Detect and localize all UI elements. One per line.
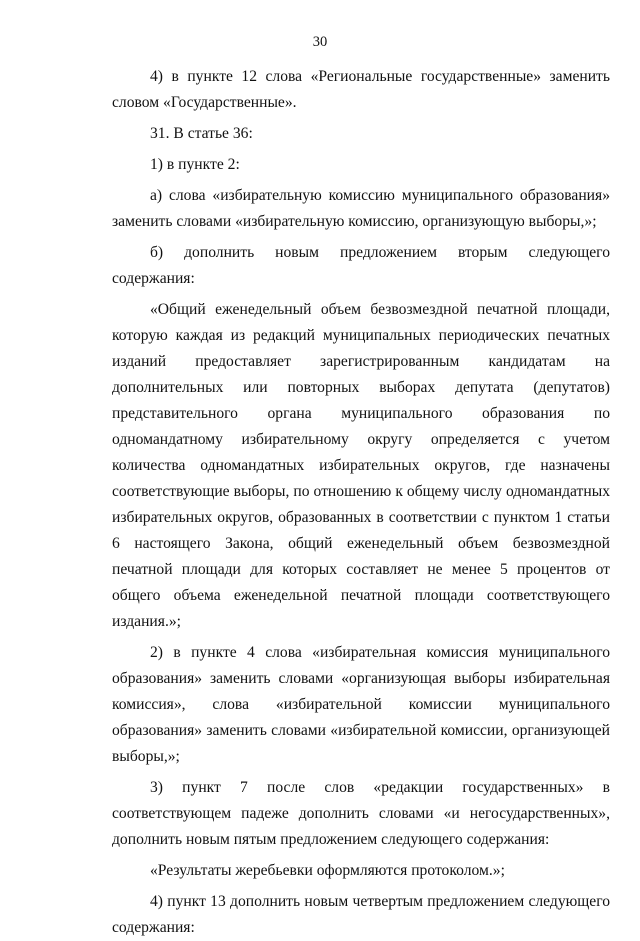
paragraph-item-2: 2) в пункте 4 слова «избирательная комиссия муниципального образования» заменить словами «организующая выборы избирательная комиссия», слова «избирательной комиссии муниципального образования» заменить словами «избирательной комиссии, организующей выборы,»; <box>112 644 610 765</box>
paragraph-item-4-clause-12: 4) в пункте 12 слова «Региональные государственные» заменить словом «Государственные». <box>112 68 610 111</box>
page-number: 30 <box>312 34 328 50</box>
paragraph-subitem-b: б) дополнить новым предложением вторым следующего содержания: <box>112 244 610 287</box>
document-body <box>112 64 610 941</box>
paragraph-subitem-a: а) слова «избирательную комиссию муниципального образования» заменить словами «избирательную комиссию, организующую выборы,»; <box>112 187 610 230</box>
paragraph-quote-lottery: «Результаты жеребьевки оформляются протоколом.»; <box>150 862 505 879</box>
paragraph-item-3: 3) пункт 7 после слов «редакции государственных» в соответствующем падеже дополнить словами «и негосударственных», дополнить новым пятым предложением следующего содержания: <box>112 779 610 848</box>
paragraph-item-4-clause-13: 4) пункт 13 дополнить новым четвертым предложением следующего содержания: <box>112 893 610 936</box>
paragraph-article-31: 31. В статье 36: <box>150 125 253 142</box>
paragraph-item-1: 1) в пункте 2: <box>150 156 240 173</box>
paragraph-quote-weekly-volume: «Общий еженедельный объем безвозмездной печатной площади, которую каждая из редакций муниципальных периодических печатных изданий предоставляет зарегистрированным кандидатам на дополнительных или повторных выборах депутата (депутатов) представительного органа муниципального образования по одномандатному избирательному округу определяется с учетом количества одномандатных избирательных округов, где назначены соответствующие выборы, по отношению к общему числу одномандатных избирательных округов, образованных в соответствии с пунктом 1 статьи 6 настоящего Закона, общий еженедельный объем безвозмездной печатной площади для которых составляет не менее 5 процентов от общего объема еженедельной печатной площади соответствующего издания.»; <box>112 301 610 630</box>
